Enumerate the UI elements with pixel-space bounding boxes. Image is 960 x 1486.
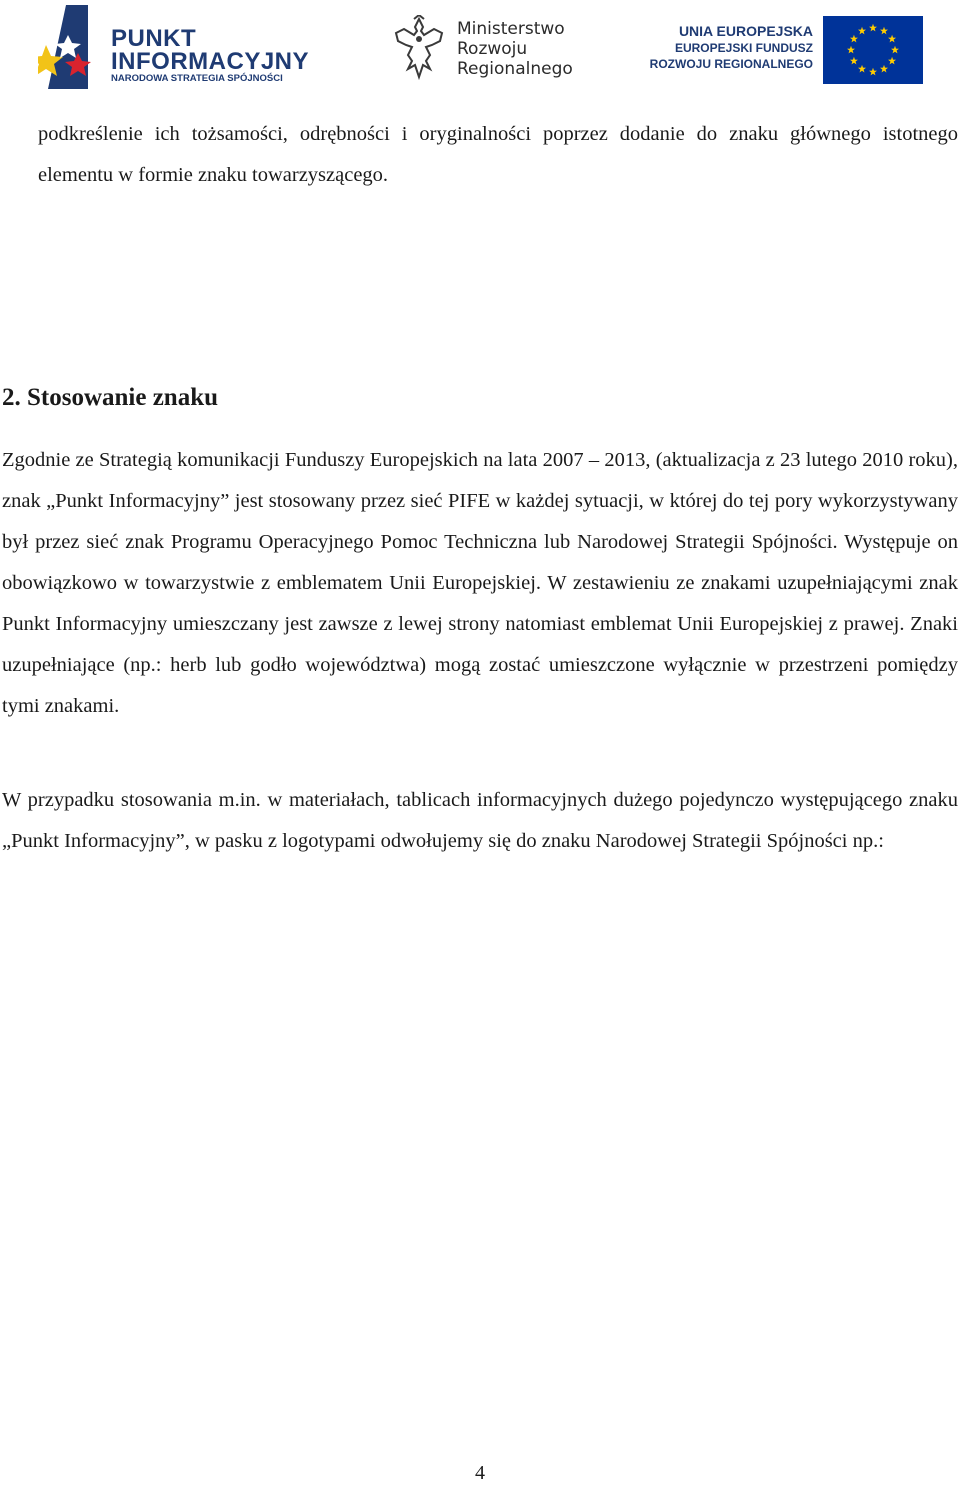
punkt-informacyjny-logo: [38, 3, 318, 91]
eu-flag-icon: [823, 16, 923, 84]
nss-star-mark-icon: [38, 3, 110, 91]
ministerstwo-text: [457, 19, 573, 79]
eu-logo: [640, 14, 925, 84]
paragraph-3: W przypadku stosowania m.in. w materiałach, tablicach informacyjnych dużego pojedynczo występującego znaku „Punkt Informacyjny”, w pasku z logotypami odwołujemy się do znaku Narodowej Strategii Spójności np.:: [2, 789, 958, 852]
logo-text-rozwoju: Rozwoju: [457, 39, 528, 59]
page-number: 4: [475, 1462, 485, 1484]
eu-text: [640, 22, 813, 72]
logo-text-regionalnego: Regionalnego: [457, 59, 573, 79]
ministerstwo-logo: [390, 15, 573, 85]
paragraph-2: Zgodnie ze Strategią komunikacji Funduszy Europejskich na lata 2007 – 2013, (aktualizacja z 23 lutego 2010 roku), znak „Punkt Informacyjny” jest stosowany przez sieć PIFE w każdej sytuacji, w której do tej pory wykorzystywany był przez sieć znak Programu Operacyjnego Pomoc Techniczna lub Narodowej Strategii Spójności. Występuje on obowiązkowo w towarzystwie z emblematem Unii Europejskiej. W zestawieniu ze znakami uzupełniającymi znak Punkt Informacyjny umieszczany jest zawsze z lewej strony natomiast emblemat Unii Europejskiej z prawej. Znaki uzupełniające (np.: herb lub godło województwa) mogą zostać umieszczone wyłącznie w przestrzeni pomiędzy tymi znakami.: [2, 449, 958, 717]
paragraph-1: podkreślenie ich tożsamości, odrębności i oryginalności poprzez dodanie do znaku głównego istotnego elementu w formie znaku towarzyszącego.: [38, 123, 958, 186]
section-heading: 2. Stosowanie znaku: [2, 384, 219, 411]
logo-text-rozwoju-regionalnego: ROZWOJU REGIONALNEGO: [649, 57, 813, 71]
logo-text-unia: UNIA EUROPEJSKA: [678, 23, 813, 39]
logo-text-punkt: PUNKT: [111, 25, 197, 52]
polish-eagle-icon: [390, 15, 448, 81]
logo-text-nss: NARODOWA STRATEGIA SPÓJNOŚCI: [111, 73, 283, 84]
logo-bar: [0, 0, 960, 95]
logo-text-ministerstwo: Ministerstwo: [457, 19, 565, 39]
logo-text-informacyjny: INFORMACYJNY: [111, 48, 310, 75]
logo-text-fundusz: EUROPEJSKI FUNDUSZ: [674, 41, 813, 55]
